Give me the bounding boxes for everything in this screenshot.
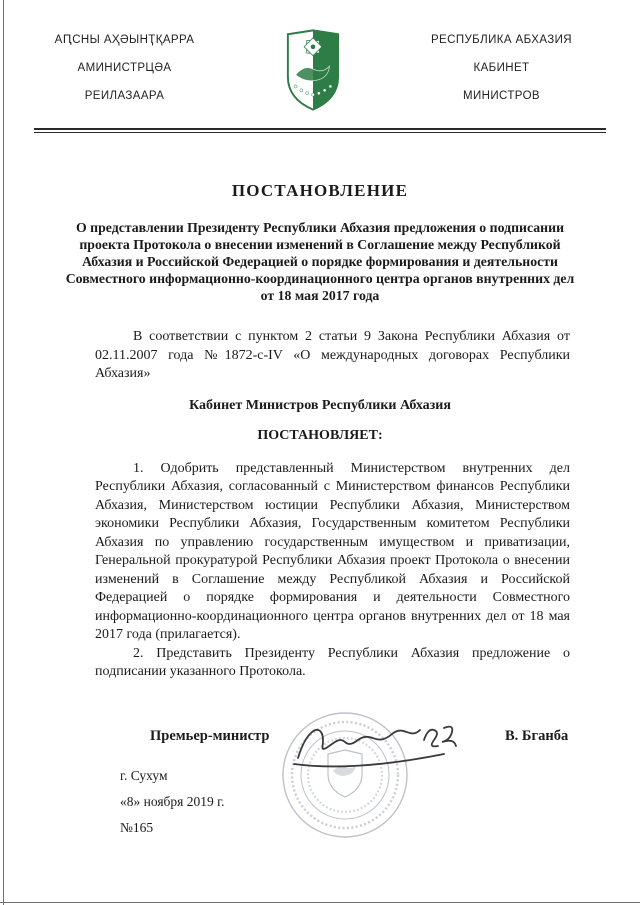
header-right-line-2: КАБИНЕТ <box>473 62 530 74</box>
footer-date: «8» ноября 2019 г. <box>120 793 225 809</box>
header-left-block <box>22 26 227 110</box>
footer-city: г. Сухум <box>120 767 168 783</box>
header-left-line-3: РЕИЛАЗААРА <box>84 90 165 102</box>
header-right-line-1: РЕСПУБЛИКА АБХАЗИЯ <box>430 34 573 46</box>
document-title: ПОСТАНОВЛЕНИЕ <box>231 181 409 200</box>
header-left-line-2: АМИНИСТРЦӘА <box>77 62 172 74</box>
resolution-paragraphs <box>95 460 570 682</box>
resolution-item-2: 2. Представить Президенту Республики Абхазия предложение о подписании указанного Протокола. <box>95 645 570 679</box>
header-right-block <box>399 26 604 110</box>
footer-document-number: №165 <box>120 819 154 835</box>
header-left-line-1: АԤСНЫ АҲӘЫНҬҚАРРА <box>54 34 195 46</box>
document-header <box>0 0 640 112</box>
issuing-body-heading: Кабинет Министров Республики Абхазия <box>189 397 451 413</box>
signatory-name: В. Бганба <box>505 727 569 744</box>
coat-of-arms-icon <box>278 26 348 112</box>
signatory-role: Премьер-министр <box>150 727 270 744</box>
header-right-line-3: МИНИСТРОВ <box>463 90 540 102</box>
header-divider <box>34 128 606 133</box>
signature-section <box>0 716 640 896</box>
preamble-paragraph: В соответствии с пунктом 2 статьи 9 Закона Республики Абхазия от 02.11.2007 года №1872-с-IV «О международных договорах Республики Абхазия» <box>95 329 570 381</box>
handwritten-signature <box>292 718 472 775</box>
resolution-item-1: 1. Одобрить представленный Министерством внутренних дел Республики Абхазия, согласованный с Министерством финансов Республики Абхазия, Министерством юстиции Республики Абхазия, Министерством экономики Республики Абхазия, Государственным комитетом Республики Абхазия по управлению государственным имуществом и приватизации, Генеральной прокуратурой Республики Абхазия проект Протокола о внесении изменений в Соглашение между Республикой Абхазия и Российской Федерацией о порядке формирования и деятельности Совместного информационно-координационного центра органов внутренних дел от 18 мая 2017 года (прилагается). <box>95 460 570 642</box>
resolve-word: ПОСТАНОВЛЯЕТ: <box>257 427 383 443</box>
scan-edge-bottom <box>0 902 640 903</box>
document-subject: О представлении Президенту Республики Абхазия предложения о подписании проекта Протокола о внесении изменений в Соглашение между Республикой Абхазия и Российской Федерацией о порядке формирования и деятельности Совместного информационно-координационного центра органов внутренних дел от 18 мая 2017 года <box>65 220 575 303</box>
